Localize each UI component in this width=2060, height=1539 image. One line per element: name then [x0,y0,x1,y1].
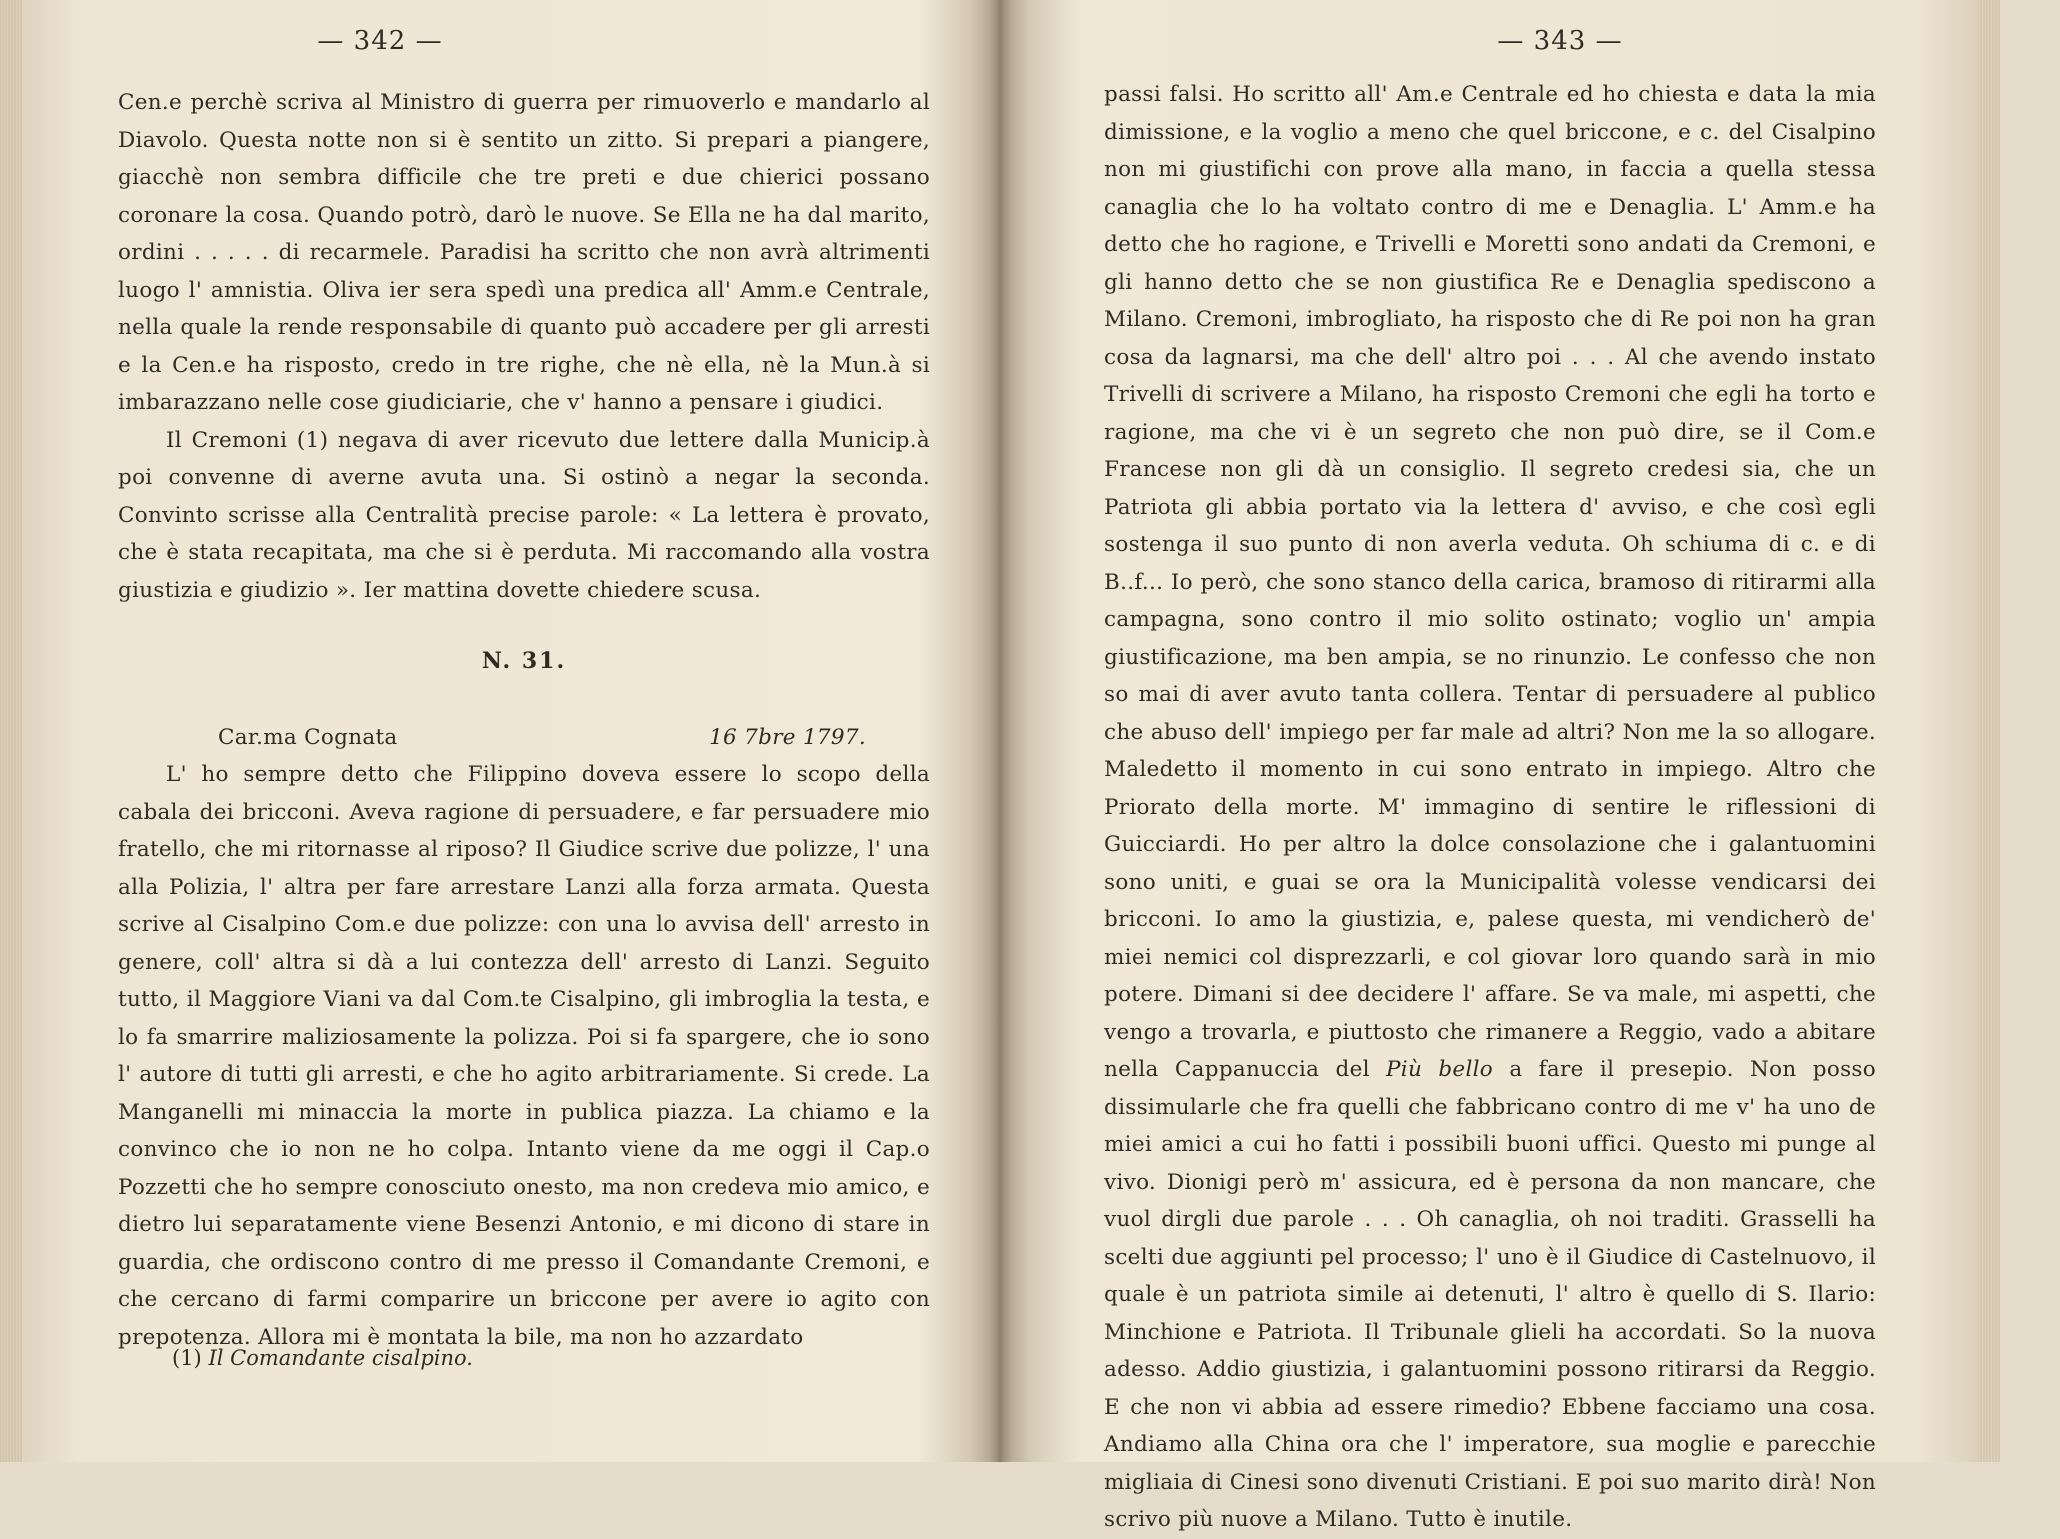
paragraph [1104,76,1876,1539]
paragraph-text: passi falsi. Ho scritto all' Am.e Centrale ed ho chiesta e data la mia dimissione, e la voglio a meno che quel briccone, e c. del Cisalpino non mi giustifichi con prove alla mano, in faccia a quella stessa canaglia che lo ha voltato contro di me e Denaglia. L' Amm.e ha detto che ho ragione, e Trivelli e Moretti sono andati da Cremoni, e gli hanno detto che se non giustifica Re e Denaglia spediscono a Milano. Cremoni, imbrogliato, ha risposto che di Re poi non ha gran cosa da lagnarsi, ma che dell' altro poi . . . Al che avendo instato Trivelli di scrivere a Milano, ha risposto Cremoni che egli ha torto e ragione, ma che vi è un segreto che non può dire, se il Com.e Francese non gli dà un consiglio. Il segreto credesi sia, che un Patriota gli abbia portato via la lettera d' avviso, e che così egli sostenga il suo punto di non averla veduta. Oh schiuma di c. e di B..f... Io però, che sono stanco della carica, bramoso di ritirarmi alla campagna, sono contro il mio solito ostinato; voglio un' ampia giustificazione, ma ben ampia, se no rinunzio. Le confesso che non so mai di aver avuto tanta collera. Tentar di persuadere al publico che abuso dell' impiego per far male ad altri? Non me la so allogare. Maledetto il momento in cui sono entrato in impiego. Altro che Priorato della morte. M' immagino di sentire le riflessioni di Guicciardi. Ho per altro la dolce consolazione che i galantuomini sono uniti, e guai se ora la Municipalità volesse vendicarsi dei bricconi. Io amo la giustizia, e, palese questa, mi vendicherò de' miei nemici col disprezzarli, e col giovar loro quando sarà in mio potere. Dimani si dee decidere l' affare. Se va male, mi aspetti, che vengo a trovarla, e piuttosto che rimanere a Reggio, vado a abitare nella Cappanuccia del [1104,82,1876,1082]
paragraph: L' ho sempre detto che Filippino doveva essere lo scopo della cabala dei bricconi. Aveva ragione di persuadere, e far persuadere mio fratello, che mi ritornasse al riposo? Il Giudice scrive due polizze, l' una alla Polizia, l' altra per fare arrestare Lanzi alla forza armata. Questa scrive al Cisalpino Com.e due polizze: con una lo avvisa dell' arresto in genere, coll' altra si dà a lui contezza dell' arresto di Lanzi. Seguito tutto, il Maggiore Viani va dal Com.te Cisalpino, gli imbroglia la testa, e lo fa smarrire maliziosamente la polizza. Poi si fa spargere, che io sono l' autore di tutti gli arresti, e che ho agito arbitrariamente. Si crede. La Manganelli mi minaccia la morte in publica piazza. La chiamo e la convinco che io non ne ho colpa. Intanto viene da me oggi il Cap.o Pozzetti che ho sempre conosciuto onesto, ma non credeva mio amico, e dietro lui separatamente viene Besenzi Antonio, e mi dicono di stare in guardia, che ordiscono contro di me presso il Comandante Cremoni, e che cercano di farmi comparire un briccone per avere io agito con prepotenza. Allora mi è montata la bile, ma non ho azzardato [118,762,930,1350]
left-page-text [118,84,930,1356]
letter-date: 16 7bre 1797. [709,724,866,750]
italic-phrase: Più bello [1386,1057,1494,1082]
page-edges-right [1978,0,2000,1462]
footnote-mark: (1) [172,1346,202,1370]
page-number: — 343 — [1497,26,1623,56]
left-page [0,0,1000,1462]
paragraph-text: a fare il presepio. Non posso dissimularle che fra quelli che fabbricano contro di me v' ha uno de miei amici a cui ho fatti i possibili buoni uffici. Questo mi punge al vivo. Dionigi però m' assicura, ed è persona da non mancare, che vuol dirgli due parole . . . Oh canaglia, oh noi traditi. Grasselli ha scelti due aggiunti pel processo; l' uno è il Giudice di Castelnuovo, il quale è un patriota simile ai detenuti, l' altro è quello di S. Ilario: Minchione e Patriota. Il Tribunale glieli ha accordati. So la nuova adesso. Addio giustizia, i galantuomini possono ritirarsi da Reggio. E che non vi abbia ad essere rimedio? Ebbene facciamo una cosa. Andiamo alla China ora che l' imperatore, sua moglie e parecchie migliaia di Cinesi sono divenuti Cristiani. E poi suo marito dirà! Non scrivo più nuove a Milano. Tutto è inutile. [1104,1057,1876,1532]
paragraph: Il Cremoni (1) negava di aver ricevuto due lettere dalla Municip.à poi convenne di averne avuta una. Si ostinò a negar la seconda. Convinto scrisse alla Centralità precise parole: « La lettera è provato, che è stata recapitata, ma che si è perduta. Mi raccomando alla vostra giustizia e giudizio ». Ier mattina dovette chiedere scusa. [118,427,930,603]
footnote [172,1346,473,1370]
salutation-line [118,719,930,757]
salutation: Car.ma Cognata [218,724,398,750]
paragraph: Cen.e perchè scriva al Ministro di guerra per rimuoverlo e mandarlo al Diavolo. Questa notte non si è sentito un zitto. Si prepari a piangere, giacchè non sembra difficile che tre preti e due chierici possano coronare la cosa. Quando potrò, darò le nuove. Se Ella ne ha dal marito, ordini . . . . . di recarmele. Paradisi ha scritto che non avrà altrimenti luogo l' amnistia. Oliva ier sera spedì una predica all' Amm.e Centrale, nella quale la rende responsabile di quanto può accadere per gli arresti e la Cen.e ha risposto, credo in tre righe, che nè ella, nè la Mun.à si imbarazzano nelle cose giudiciarie, che v' hanno a pensare i giudici. [118,90,930,415]
right-page [1000,0,2000,1532]
footnote-text: Il Comandante cisalpino. [208,1346,473,1370]
letter-heading: N. 31. [481,648,567,674]
right-page-text [1104,76,1876,1539]
page-number: — 342 — [317,26,443,56]
